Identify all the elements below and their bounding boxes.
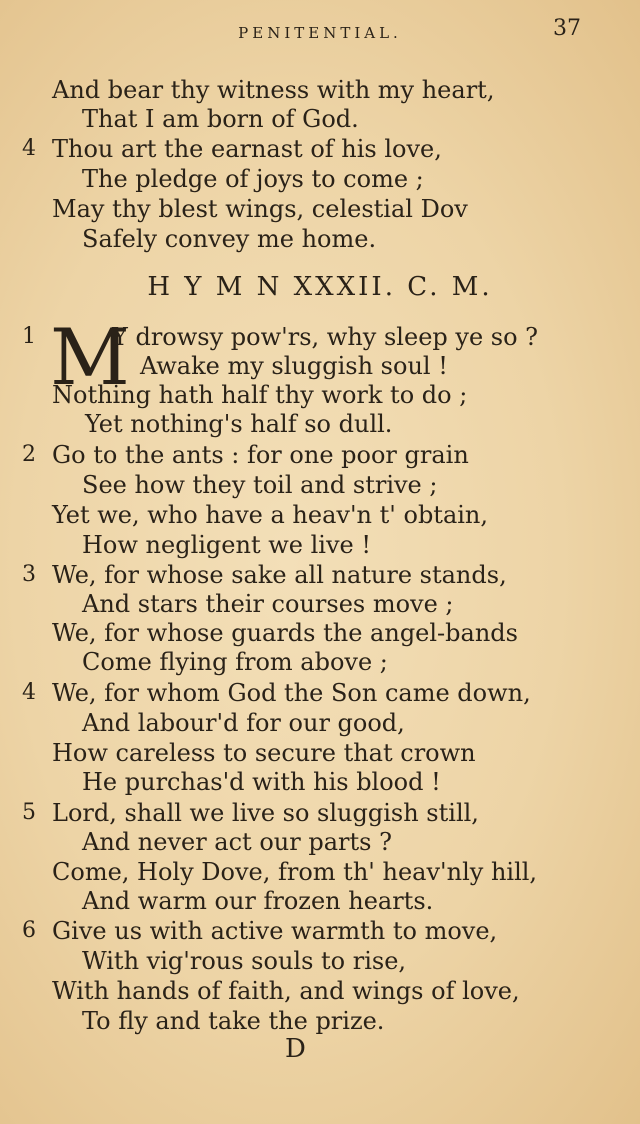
verse-number: 2	[22, 442, 36, 467]
verse-line: Give us with active warmth to move,	[52, 917, 498, 945]
verse-line: We, for whose sake all nature stands,	[52, 561, 507, 589]
verse-line: And warm our frozen hearts.	[82, 887, 434, 915]
verse-line: We, for whose guards the angel-bands	[52, 619, 518, 647]
signature-mark: D	[285, 1034, 306, 1064]
verse-line: To fly and take the prize.	[82, 1007, 385, 1035]
drop-cap: M	[50, 313, 130, 403]
verse-number: 4	[22, 680, 36, 705]
verse-number: 1	[22, 324, 36, 349]
verse-line: Awake my sluggish soul !	[140, 352, 448, 380]
verse-line: Lord, shall we live so sluggish still,	[52, 799, 479, 827]
verse-line: And bear thy witness with my heart,	[52, 76, 495, 104]
verse-line: With hands of faith, and wings of love,	[52, 977, 520, 1005]
verse-line: How negligent we live !	[82, 531, 371, 559]
verse-line: Yet we, who have a heav'n t' obtain,	[52, 501, 489, 529]
page-number: 37	[553, 16, 581, 41]
verse-line: With vig'rous souls to rise,	[82, 947, 407, 975]
verse-line: See how they toil and strive ;	[82, 471, 438, 499]
verse-line: Nothing hath half thy work to do ;	[52, 381, 468, 409]
verse-line: And labour'd for our good,	[82, 709, 405, 737]
verse-line: How careless to secure that crown	[52, 739, 476, 767]
verse-line: That I am born of God.	[82, 105, 359, 133]
verse-number: 6	[22, 918, 36, 943]
verse-number: 4	[22, 136, 36, 161]
verse-line: Y drowsy pow'rs, why sleep ye so ?	[112, 323, 539, 351]
verse-number: 3	[22, 562, 36, 587]
hymn-title: H Y M N XXXII. C. M.	[147, 272, 493, 302]
verse-line: And stars their courses move ;	[82, 590, 454, 618]
verse-line: Thou art the earnast of his love,	[52, 135, 442, 163]
verse-line: We, for whom God the Son came down,	[52, 679, 531, 707]
verse-line: Come flying from above ;	[82, 648, 388, 676]
running-head: PENITENTIAL.	[238, 24, 402, 42]
verse-line: Go to the ants : for one poor grain	[52, 441, 469, 469]
verse-line: He purchas'd with his blood !	[82, 768, 441, 796]
verse-line: Come, Holy Dove, from th' heav'nly hill,	[52, 858, 538, 886]
verse-line: Yet nothing's half so dull.	[85, 410, 393, 438]
verse-line: Safely convey me home.	[82, 225, 377, 253]
verse-line: And never act our parts ?	[82, 828, 392, 856]
verse-line: The pledge of joys to come ;	[82, 165, 424, 193]
verse-number: 5	[22, 800, 36, 825]
verse-line: May thy blest wings, celestial Dov	[52, 195, 468, 223]
